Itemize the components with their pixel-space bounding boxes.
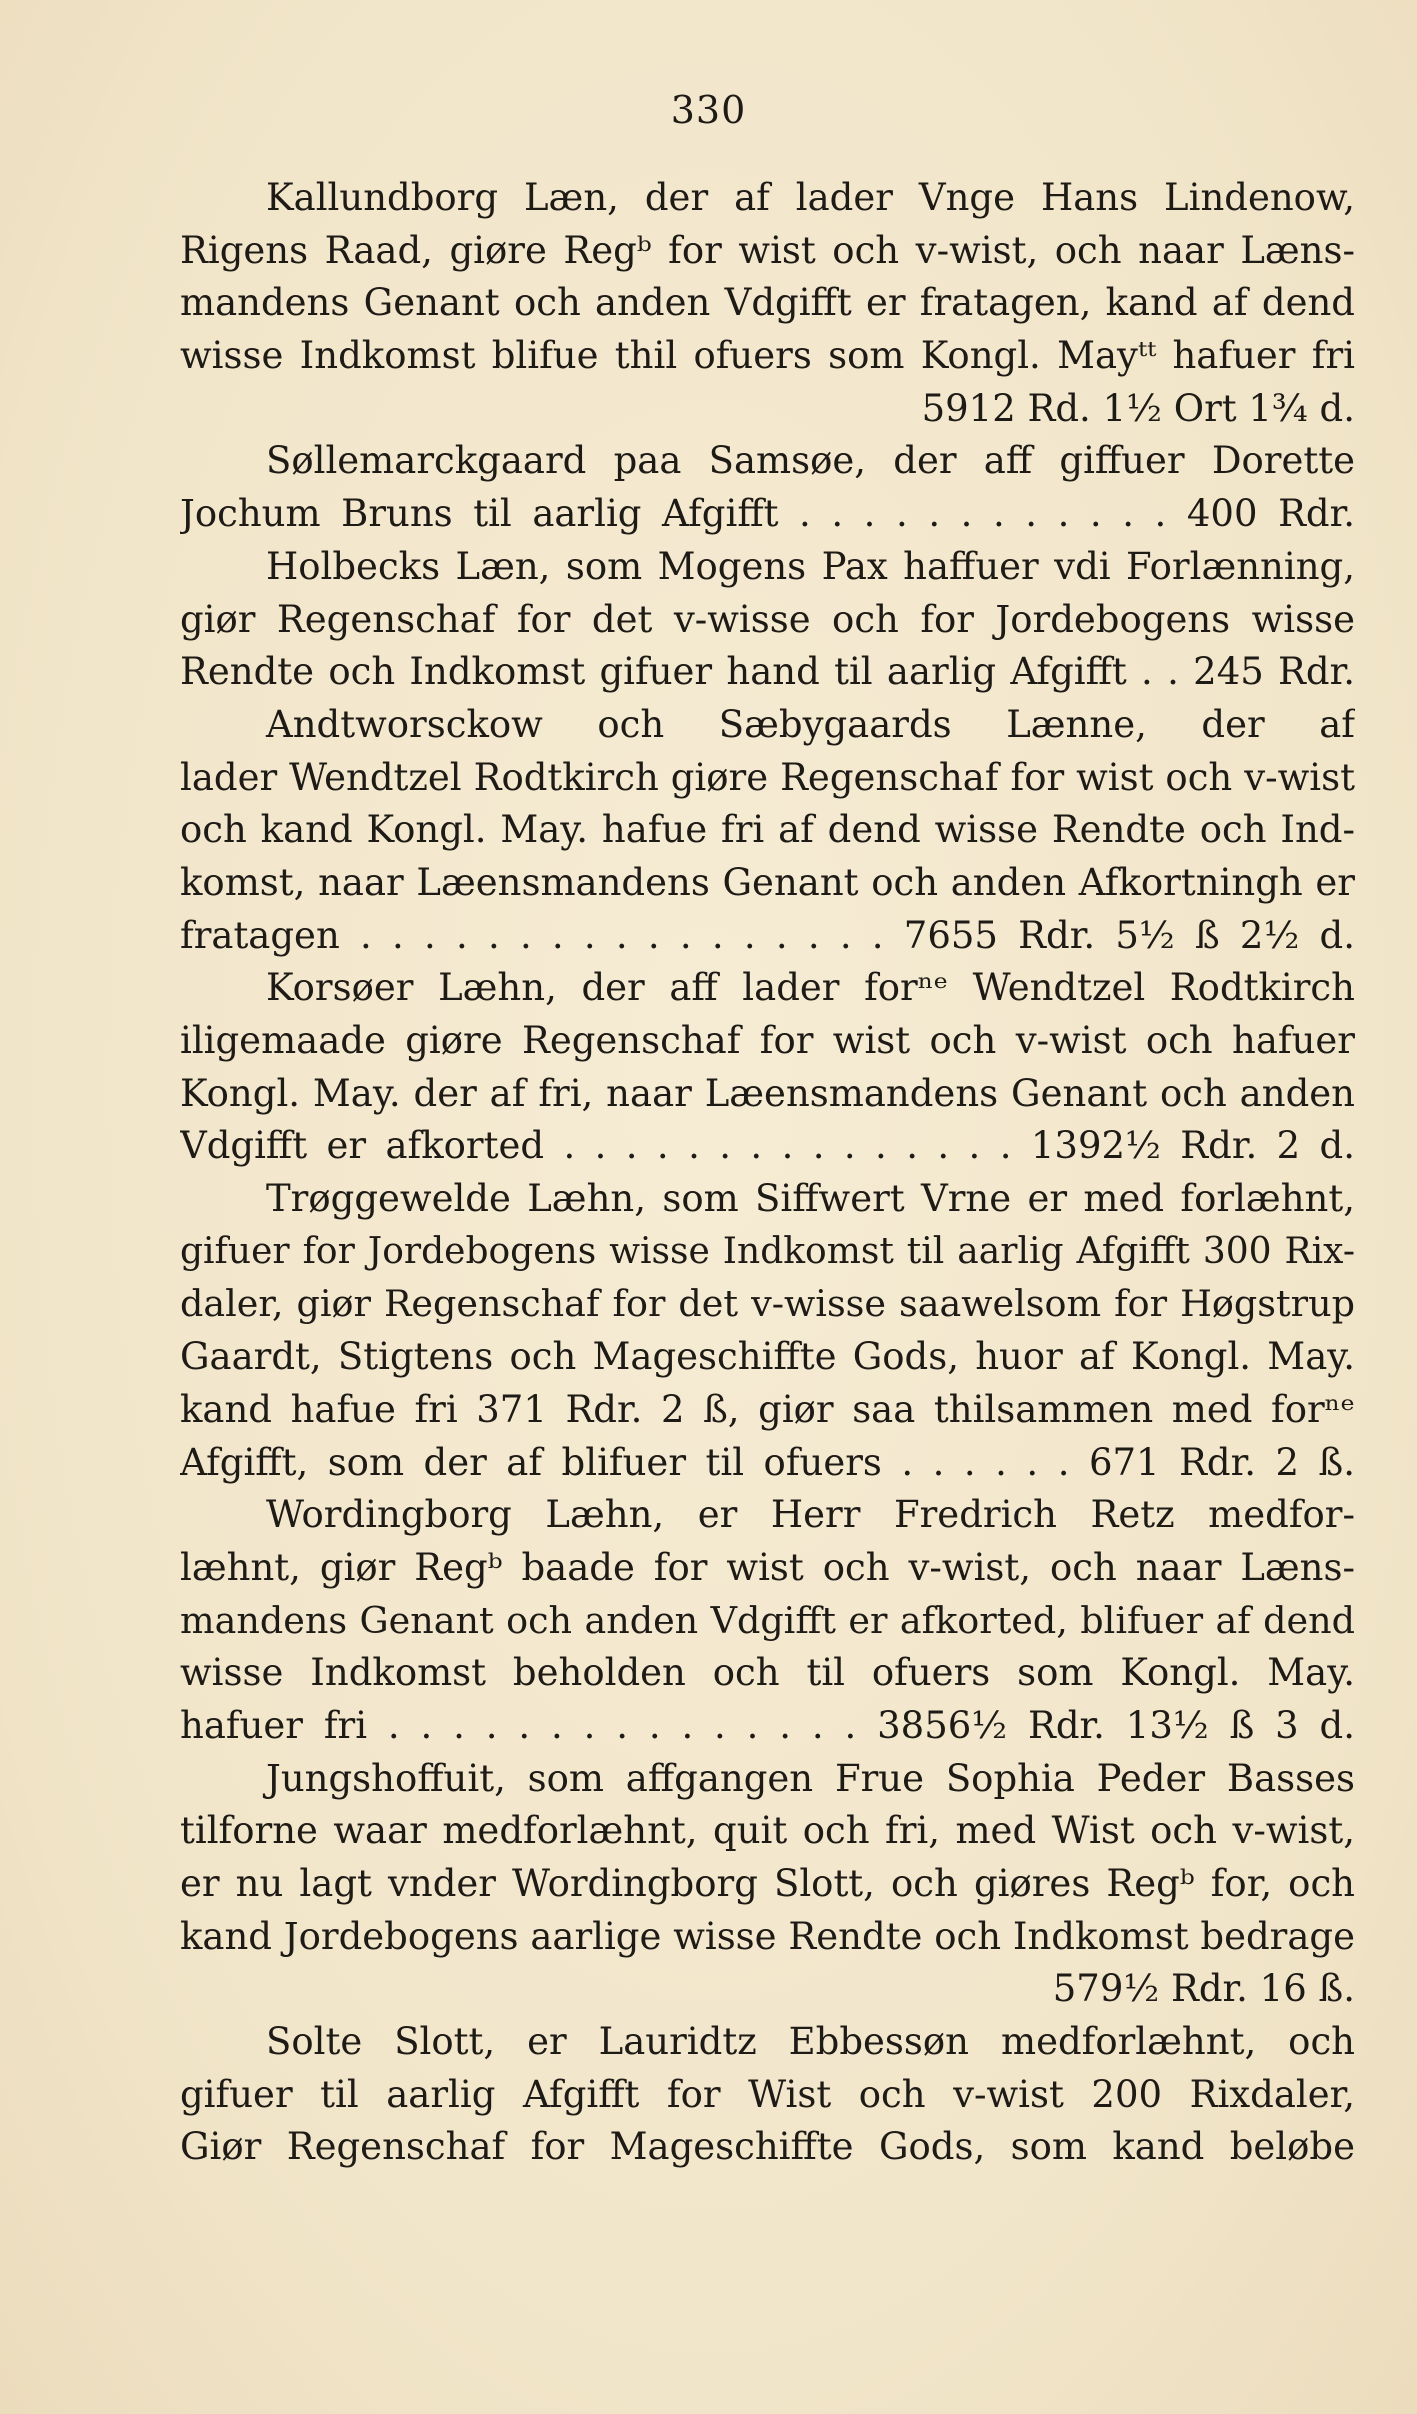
text-line: Afgifft, som der af blifuer til ofuers . . . . . . 671 Rdr. 2 ß.: [180, 1440, 1355, 1484]
text-line: Rigens Raad, giøre Regᵇ for wist och v-wist, och naar Læns-: [180, 228, 1355, 272]
text-line: Giør Regenschaf for Mageschiffte Gods, som kand beløbe: [180, 2125, 1355, 2169]
page-number: 330: [670, 88, 747, 132]
text-line: kand hafue fri 371 Rdr. 2 ß, giør saa thilsammen med forⁿᵉ: [180, 1387, 1355, 1431]
text-line: Holbecks Læn, som Mogens Pax haffuer vdi Forlænning,: [266, 544, 1355, 588]
text-line: hafuer fri . . . . . . . . . . . . . . . 3856½ Rdr. 13½ ß 3 d.: [180, 1703, 1355, 1747]
text-line: Kongl. May. der af fri, naar Læensmandens Genant och anden: [180, 1071, 1355, 1115]
text-line: kand Jordebogens aarlige wisse Rendte och Indkomst bedrage: [180, 1914, 1355, 1958]
text-line: komst, naar Læensmandens Genant och anden Afkortningh er: [180, 860, 1355, 904]
text-line: iligemaade giøre Regenschaf for wist och v-wist och hafuer: [180, 1019, 1355, 1062]
text-line: Jochum Bruns til aarlig Afgifft . . . . . . . . . . . . 400 Rdr.: [180, 492, 1355, 536]
text-line: wisse Indkomst blifue thil ofuers som Kongl. Mayᵗᵗ hafuer fri: [180, 334, 1355, 378]
text-line: Trøggewelde Læhn, som Siffwert Vrne er med forlæhnt,: [266, 1177, 1355, 1221]
text-line: fratagen . . . . . . . . . . . . . . . . . 7655 Rdr. 5½ ß 2½ d.: [180, 913, 1355, 957]
text-line: Korsøer Læhn, der aff lader forⁿᵉ Wendtzel Rodtkirch: [266, 966, 1355, 1010]
text-line: læhnt, giør Regᵇ baade for wist och v-wist, och naar Læns-: [180, 1545, 1355, 1589]
text-line: Rendte och Indkomst gifuer hand til aarlig Afgifft . . 245 Rdr.: [180, 650, 1355, 694]
text-line: Jungshoffuit, som affgangen Frue Sophia Peder Basses: [266, 1756, 1355, 1800]
text-line: Solte Slott, er Lauridtz Ebbessøn medforlæhnt, och: [266, 2020, 1355, 2064]
text-line: Wordingborg Læhn, er Herr Fredrich Retz medfor-: [266, 1493, 1355, 1537]
text-line: mandens Genant och anden Vdgifft er fratagen, kand af dend: [180, 281, 1355, 325]
text-line: daler, giør Regenschaf for det v-wisse saawelsom for Høgstrup: [180, 1282, 1355, 1326]
text-line: er nu lagt vnder Wordingborg Slott, och giøres Regᵇ for, och: [180, 1862, 1355, 1905]
text-line: mandens Genant och anden Vdgifft er afkorted, blifuer af dend: [180, 1598, 1355, 1642]
text-line: Andtworsckow och Sæbygaards Lænne, der af: [266, 702, 1355, 746]
text-line: 579½ Rdr. 16 ß.: [1052, 1967, 1355, 2011]
text-line: 5912 Rd. 1½ Ort 1¾ d.: [921, 386, 1355, 430]
text-line: gifuer til aarlig Afgifft for Wist och v-wist 200 Rixdaler,: [180, 2072, 1355, 2116]
text-line: tilforne waar medforlæhnt, quit och fri, med Wist och v-wist,: [180, 1809, 1355, 1853]
text-line: Kallundborg Læn, der af lader Vnge Hans Lindenow,: [266, 176, 1355, 219]
text-line: och kand Kongl. May. hafue fri af dend wisse Rendte och Ind-: [180, 808, 1355, 852]
text-line: gifuer for Jordebogens wisse Indkomst til aarlig Afgifft 300 Rix-: [180, 1230, 1355, 1272]
text-line: lader Wendtzel Rodtkirch giøre Regenschaf for wist och v-wist: [180, 755, 1355, 799]
text-line: wisse Indkomst beholden och til ofuers som Kongl. May.: [180, 1651, 1355, 1695]
text-line: giør Regenschaf for det v-wisse och for Jordebogens wisse: [180, 597, 1355, 641]
body-text: [180, 172, 1355, 2174]
text-line: Gaardt, Stigtens och Mageschiffte Gods, huor af Kongl. May.: [180, 1335, 1355, 1379]
text-line: Søllemarckgaard paa Samsøe, der aff giffuer Dorette: [266, 439, 1355, 483]
text-line: Vdgifft er afkorted . . . . . . . . . . . . . . . 1392½ Rdr. 2 d.: [180, 1124, 1355, 1168]
